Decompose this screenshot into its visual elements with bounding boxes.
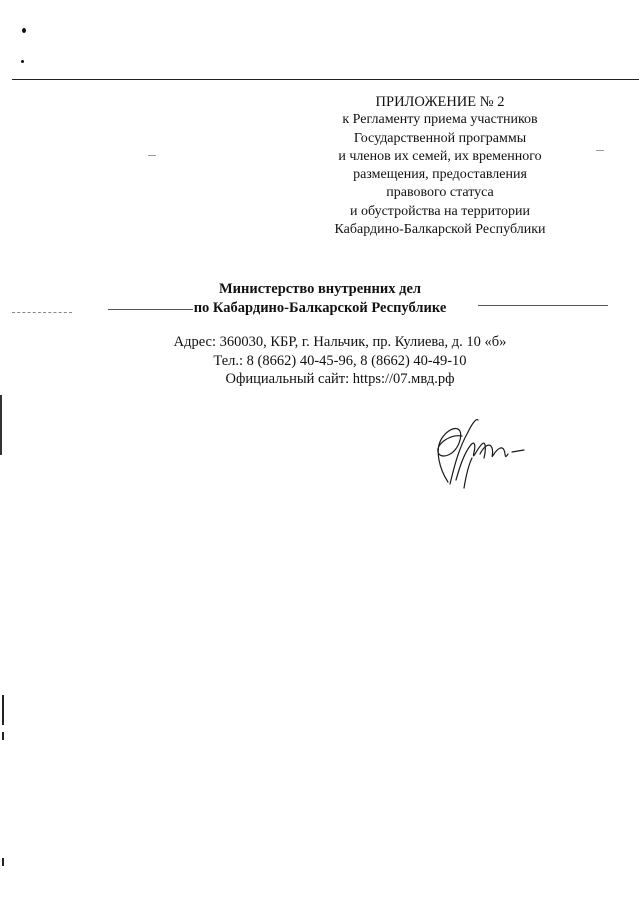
- scan-edge-mark: [2, 695, 4, 725]
- scan-dash: [478, 305, 608, 306]
- scan-dash: [148, 155, 156, 156]
- appendix-title: ПРИЛОЖЕНИЕ № 2: [375, 94, 505, 110]
- scan-edge-mark: [0, 395, 2, 455]
- ministry-line-2: по Кабардино-Балкарской Республике: [193, 300, 447, 316]
- ministry-name: [180, 280, 460, 318]
- appendix-header: [300, 93, 580, 239]
- scan-dot: [21, 60, 24, 63]
- scan-edge-mark: [2, 732, 4, 740]
- scan-edge-mark: [2, 858, 4, 866]
- appendix-line: размещения, предоставления: [353, 167, 527, 183]
- scan-dash: [596, 150, 604, 151]
- appendix-line: правового статуса: [386, 185, 494, 201]
- phone-line: Тел.: 8 (8662) 40-45-96, 8 (8662) 40-49-10: [213, 352, 467, 369]
- website-line: Официальный сайт: https://07.мвд.рф: [225, 371, 455, 387]
- scan-top-rule: [12, 79, 639, 80]
- address-line: Адрес: 360030, КБР, г. Нальчик, пр. Кулиева, д. 10 «б»: [173, 334, 507, 350]
- appendix-line: и членов их семей, их временного: [338, 148, 542, 164]
- scan-dash: [12, 312, 72, 313]
- appendix-line: и обустройства на территории: [350, 203, 530, 219]
- scan-dot: [22, 28, 26, 33]
- appendix-line: Кабардино-Балкарской Республики: [334, 222, 546, 238]
- ministry-line-1: Министерство внутренних дел: [218, 281, 422, 297]
- signature: [420, 410, 530, 490]
- appendix-line: к Регламенту приема участников: [342, 112, 538, 128]
- appendix-line: Государственной программы: [353, 130, 527, 146]
- contact-block: [140, 333, 540, 389]
